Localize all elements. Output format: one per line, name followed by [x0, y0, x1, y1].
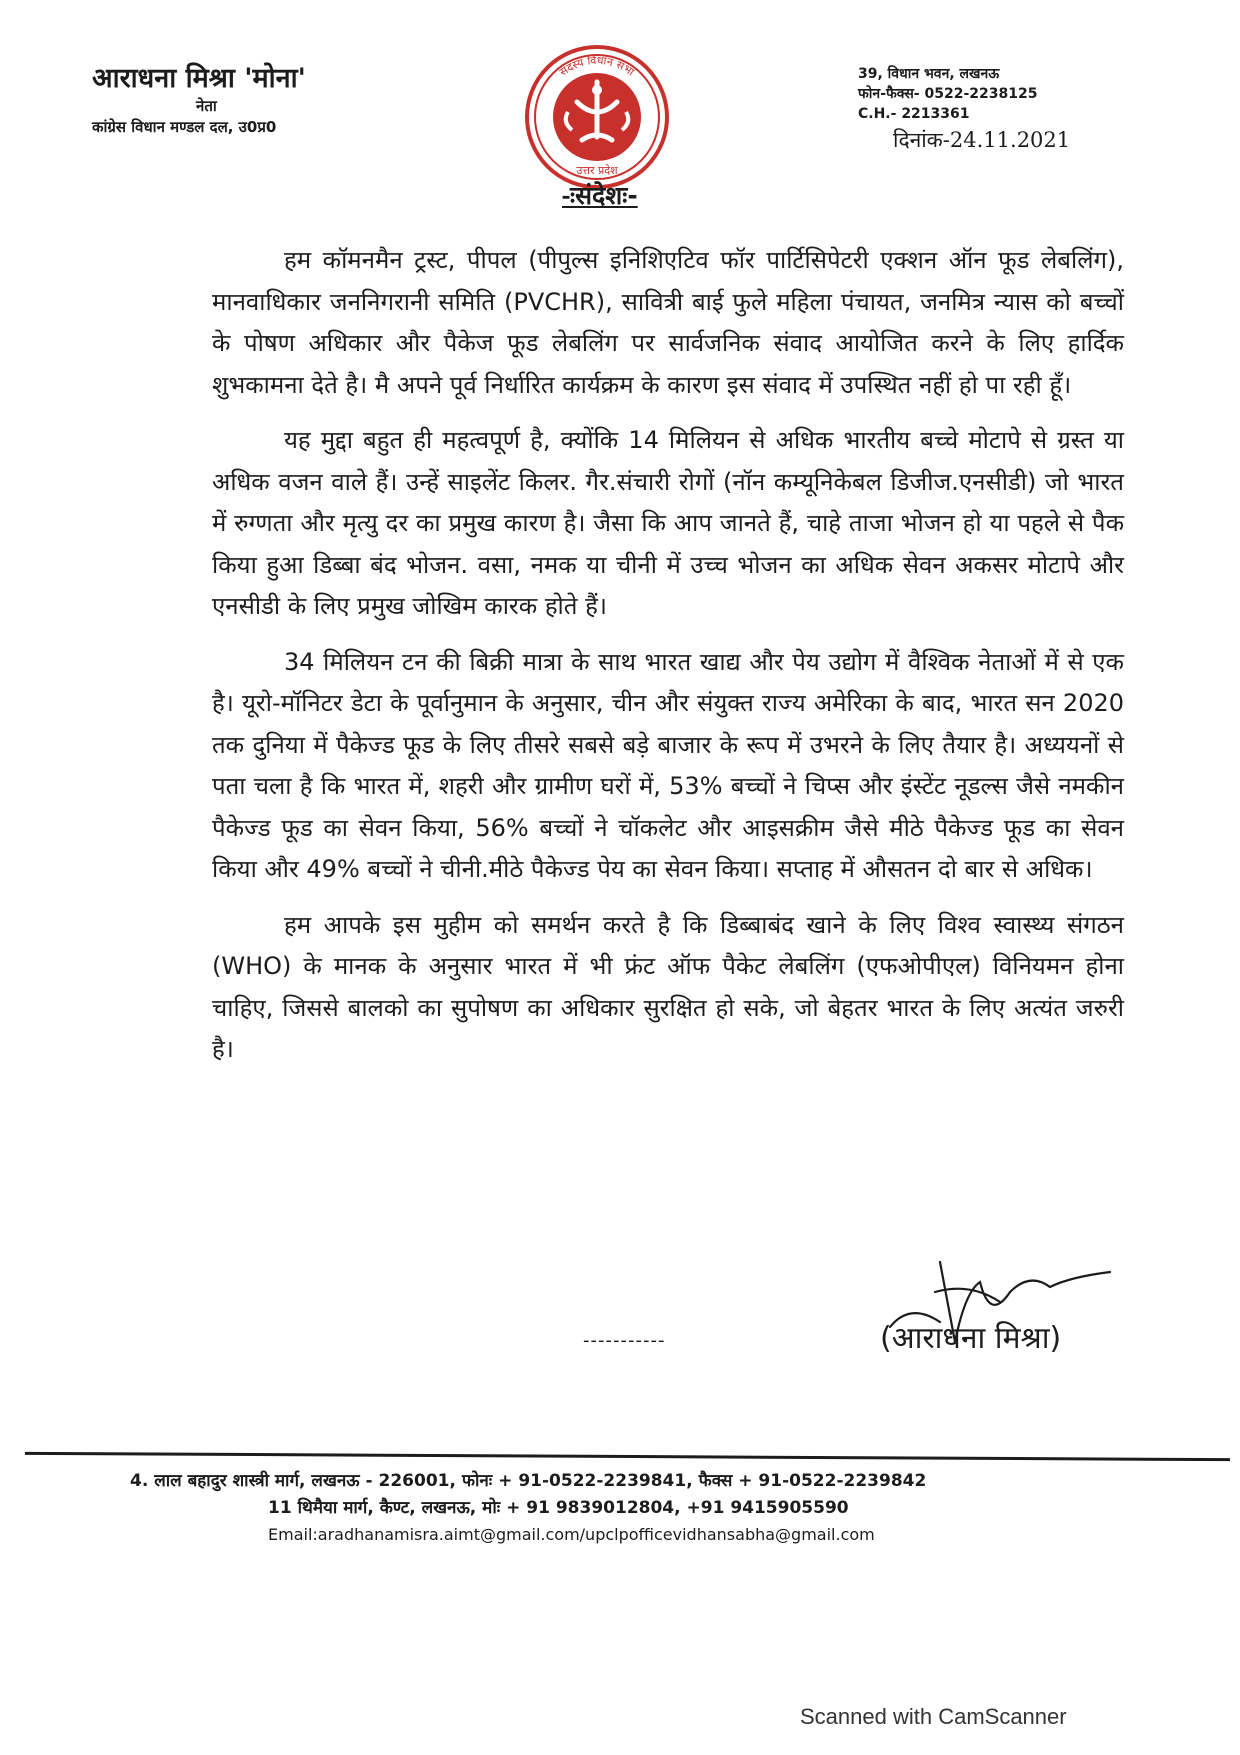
emblem-top-text: सदस्य विधान सभा	[557, 53, 637, 79]
signature-name: (आराधना मिश्रा)	[880, 1321, 1062, 1356]
sender-block	[92, 62, 412, 138]
footer-address-line1: 4. लाल बहादुर शास्त्री मार्ग, लखनऊ - 226001, फोनः + 91-0522-2239841, फैक्स + 91-0522-2239842	[130, 1471, 927, 1491]
paragraph-2: यह मुद्दा बहुत ही महत्वपूर्ण है, क्योंकि 14 मिलियन से अधिक भारतीय बच्चे मोटापे से ग्रस्त या अधिक वजन वाले हैं। उन्हें साइलेंट किलर. गैर.संचारी रोगों (नॉन कम्यूनिकेबल डिजीज.एनसीडी) जो भारत में रुग्णता और मृत्यु दर का प्रमुख कारण है। जैसा कि आप जानते हैं, चाहे ताजा भोजन हो या पहले से पैक किया हुआ डिब्बा बंद भोजन. वसा, नमक या चीनी में उच्च भोजन का अधिक सेवन अकसर मोटापे और एनसीडी के लिए प्रमुख जोखिम कारक होते हैं।	[212, 426, 1124, 620]
footer-email: Email:aradhanamisra.aimt@gmail.com/upclpofficevidhansabha@gmail.com	[268, 1525, 875, 1544]
letter-body	[212, 240, 1124, 1071]
sender-role: नेता	[196, 97, 217, 115]
separator-line: -----------	[583, 1330, 666, 1351]
sender-name: आराधना मिश्रा 'मोना'	[92, 63, 306, 94]
letter-heading: -ःसंदेशः-	[562, 181, 638, 210]
office-address-block	[858, 64, 1188, 124]
sender-party: कांग्रेस विधान मण्डल दल, उ0प्र0	[92, 118, 277, 136]
emblem-bottom-text: उत्तर प्रदेश	[576, 164, 618, 177]
footer-address	[130, 1468, 1130, 1548]
scanner-watermark: Scanned with CamScanner	[800, 1704, 1067, 1729]
office-address-line1: 39, विधान भवन, लखनऊ	[858, 66, 1000, 82]
letter-date: दिनांक-24.11.2021	[893, 128, 1071, 152]
emblem-seal-icon	[522, 42, 672, 192]
paragraph-3: 34 मिलियन टन की बिक्री मात्रा के साथ भारत खाद्य और पेय उद्योग में वैश्विक नेताओं में से एक है। यूरो-मॉनिटर डेटा के पूर्वानुमान के अनुसार, चीन और संयुक्त राज्य अमेरिका के बाद, भारत सन 2020 तक दुनिया में पैकेज्ड फूड के लिए तीसरे सबसे बड़े बाजार के रूप में उभरने के लिए तैयार है। अध्ययनों से पता चला है कि भारत में, शहरी और ग्रामीण घरों में, 53% बच्चों ने चिप्स और इंस्टेंट नूडल्स जैसे नमकीन पैकेज्ड फूड का सेवन किया, 56% बच्चों ने चॉकलेट और आइसक्रीम जैसे मीठे पैकेज्ड फूड का सेवन किया और 49% बच्चों ने चीनी.मीठे पैकेज्ड पेय का सेवन किया। सप्ताह में औसतन दो बार से अधिक।	[212, 647, 1124, 883]
office-ch-number: C.H.- 2213361	[858, 106, 970, 122]
paragraph-4: हम आपके इस मुहीम को समर्थन करते है कि डिब्बाबंद खाने के लिए विश्व स्वास्थ्य संगठन (WHO) के मानक के अनुसार भारत में भी फ्रंट ऑफ पैकेट लेबलिंग (एफओपीएल) विनियमन होना चाहिए, जिससे बालको का सुपोषण का अधिकार सुरक्षित हो सके, जो बेहतर भारत के लिए अत्यंत जरुरी है।	[212, 910, 1124, 1063]
office-phone-fax: फोन-फैक्स- 0522-2238125	[858, 86, 1038, 102]
paragraph-1: हम कॉमनमैन ट्रस्ट, पीपल (पीपुल्स इनिशिएटिव फॉर पार्टिसिपेटरी एक्शन ऑन फूड लेबलिंग), मानवाधिकार जननिगरानी समिति (PVCHR), सावित्री बाई फुले महिला पंचायत, जनमित्र न्यास को बच्चों के पोषण अधिकार और पैकेज फूड लेबलिंग पर सार्वजनिक संवाद आयोजित करने के लिए हार्दिक शुभकामना देते है। मै अपने पूर्व निर्धारित कार्यक्रम के कारण इस संवाद में उपस्थित नहीं हो पा रही हूँ।	[212, 246, 1124, 399]
footer-divider	[25, 1452, 1230, 1461]
footer-address-line2: 11 थिमैया मार्ग, कैण्ट, लखनऊ, मोः + 91 9839012804, +91 9415905590	[268, 1498, 849, 1518]
